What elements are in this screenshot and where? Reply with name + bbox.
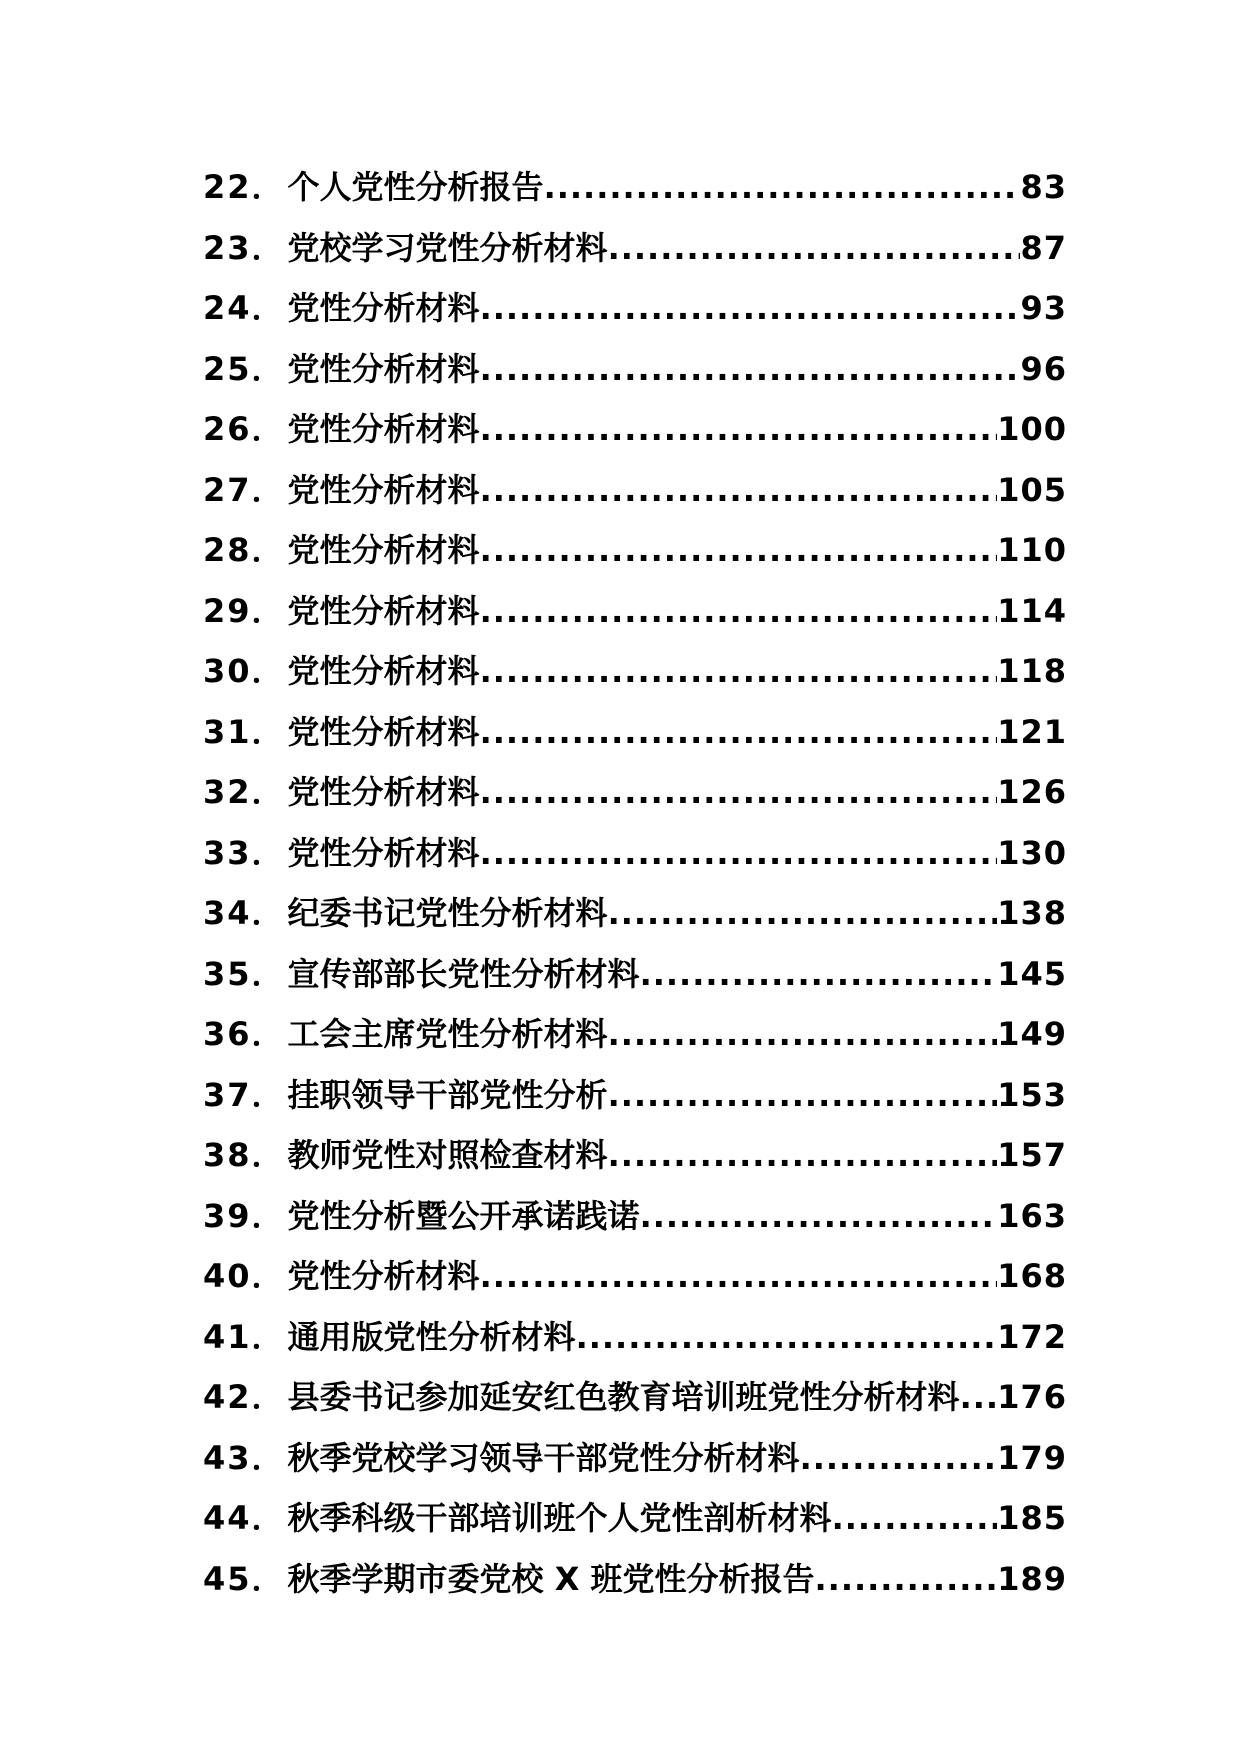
toc-dot-leader	[480, 410, 998, 448]
toc-entry-page-number: 110	[997, 531, 1067, 569]
toc-entry-page-number: 153	[997, 1075, 1067, 1114]
toc-entry[interactable]	[203, 888, 1067, 949]
toc-entry-title: 党性分析材料	[287, 349, 480, 388]
toc-entry-number: 30．	[203, 652, 286, 690]
toc-entry-page-number: 93	[1020, 289, 1067, 327]
toc-dot-leader	[480, 471, 998, 509]
toc-entry-number: 25．	[203, 349, 286, 388]
toc-entry[interactable]	[203, 1554, 1067, 1615]
toc-dot-leader	[480, 713, 998, 751]
toc-entry-page-number: 145	[997, 954, 1067, 993]
toc-entry[interactable]	[203, 1493, 1067, 1554]
toc-entry[interactable]	[203, 1372, 1067, 1433]
toc-entry[interactable]	[203, 1433, 1067, 1494]
toc-entry-page-number: 149	[997, 1015, 1067, 1053]
toc-dot-leader	[608, 894, 998, 932]
toc-entry-page-number: 163	[997, 1196, 1067, 1235]
toc-entry[interactable]	[203, 1312, 1067, 1373]
toc-dot-leader	[576, 1318, 998, 1356]
toc-entry-title: 党性分析材料	[287, 591, 480, 630]
toc-entry-number: 36．	[203, 1015, 286, 1053]
toc-entry[interactable]	[203, 344, 1067, 405]
toc-entry[interactable]	[203, 223, 1067, 284]
toc-entry-title: 秋季学期市委党校 X 班党性分析报告	[287, 1559, 815, 1598]
toc-entry[interactable]	[203, 1130, 1067, 1191]
toc-dot-leader	[480, 773, 998, 811]
toc-entry-page-number: 83	[1020, 168, 1067, 206]
toc-entry-title: 秋季党校学习领导干部党性分析材料	[287, 1438, 800, 1477]
toc-dot-leader	[608, 1015, 998, 1053]
toc-entry-page-number: 138	[997, 894, 1067, 932]
toc-entry[interactable]	[203, 1070, 1067, 1131]
toc-dot-leader	[608, 229, 1021, 267]
toc-entry-number: 23．	[203, 228, 286, 267]
toc-entry-title: 党性分析材料	[287, 712, 480, 751]
toc-entry-page-number: 118	[997, 652, 1067, 690]
toc-entry-title: 党性分析材料	[287, 773, 480, 811]
toc-entry-page-number: 157	[997, 1136, 1067, 1174]
toc-entry-title: 宣传部部长党性分析材料	[287, 954, 640, 993]
toc-entry[interactable]	[203, 162, 1067, 223]
toc-entry-title: 通用版党性分析材料	[287, 1317, 576, 1356]
toc-entry[interactable]	[203, 465, 1067, 526]
toc-entry-title: 挂职领导干部党性分析	[287, 1075, 608, 1114]
toc-dot-leader	[960, 1378, 998, 1416]
toc-entry-number: 29．	[203, 591, 286, 630]
toc-entry-title: 党性分析材料	[287, 833, 480, 872]
toc-entry[interactable]	[203, 1191, 1067, 1252]
toc-entry-number: 32．	[203, 773, 286, 811]
toc-entry-page-number: 121	[997, 712, 1067, 751]
toc-dot-leader	[640, 955, 998, 993]
toc-entry-title: 党校学习党性分析材料	[287, 228, 608, 267]
toc-entry[interactable]	[203, 767, 1067, 828]
toc-entry-page-number: 96	[1020, 349, 1067, 388]
toc-entry-page-number: 87	[1020, 228, 1067, 267]
toc-entry-page-number: 185	[997, 1499, 1067, 1537]
toc-dot-leader	[480, 289, 1021, 327]
toc-entry[interactable]	[203, 1009, 1067, 1070]
toc-dot-leader	[640, 1197, 998, 1235]
toc-entry-number: 42．	[203, 1378, 286, 1416]
toc-entry[interactable]	[203, 949, 1067, 1010]
toc-entry-page-number: 100	[997, 410, 1067, 448]
toc-entry-page-number: 168	[997, 1257, 1067, 1295]
toc-entry-title: 党性分析暨公开承诺践诺	[287, 1196, 640, 1235]
toc-dot-leader	[480, 1257, 998, 1295]
toc-entry-number: 45．	[203, 1559, 286, 1598]
toc-entry[interactable]	[203, 1251, 1067, 1312]
toc-dot-leader	[480, 834, 998, 872]
toc-entry-number: 28．	[203, 531, 286, 569]
toc-entry-number: 43．	[203, 1438, 286, 1477]
toc-entry-number: 35．	[203, 954, 286, 993]
toc-dot-leader	[480, 531, 998, 569]
toc-entry-page-number: 130	[997, 833, 1067, 872]
toc-entry-title: 党性分析材料	[287, 1257, 480, 1295]
toc-entry[interactable]	[203, 586, 1067, 647]
toc-entry-title: 个人党性分析报告	[287, 168, 544, 206]
toc-entry-number: 38．	[203, 1136, 286, 1174]
toc-entry-title: 秋季科级干部培训班个人党性剖析材料	[287, 1499, 832, 1537]
toc-entry-number: 37．	[203, 1075, 286, 1114]
toc-entry[interactable]	[203, 646, 1067, 707]
toc-entry[interactable]	[203, 707, 1067, 768]
toc-entry-title: 党性分析材料	[287, 531, 480, 569]
toc-entry-title: 党性分析材料	[287, 470, 480, 509]
toc-entry-page-number: 126	[997, 773, 1067, 811]
toc-entry-page-number: 179	[997, 1438, 1067, 1477]
toc-entry-title: 党性分析材料	[287, 652, 480, 690]
toc-entry-page-number: 172	[997, 1317, 1067, 1356]
toc-entry[interactable]	[203, 404, 1067, 465]
toc-entry-title: 工会主席党性分析材料	[287, 1015, 608, 1053]
toc-entry[interactable]	[203, 828, 1067, 889]
toc-dot-leader	[800, 1439, 998, 1477]
toc-dot-leader	[608, 1076, 998, 1114]
toc-entry-title: 县委书记参加延安红色教育培训班党性分析材料	[287, 1378, 960, 1416]
toc-dot-leader	[832, 1499, 998, 1537]
toc-entry-number: 24．	[203, 289, 286, 327]
toc-dot-leader	[815, 1560, 998, 1598]
toc-entry-number: 27．	[203, 470, 286, 509]
toc-dot-leader	[480, 592, 998, 630]
toc-dot-leader	[480, 350, 1021, 388]
toc-entry-number: 26．	[203, 410, 286, 448]
toc-entry-number: 34．	[203, 894, 286, 932]
toc-entry-number: 31．	[203, 712, 286, 751]
toc-entry-title: 党性分析材料	[287, 410, 480, 448]
toc-entry-title: 教师党性对照检查材料	[287, 1136, 608, 1174]
toc-entry-number: 22．	[203, 168, 286, 206]
toc-entry-number: 40．	[203, 1257, 286, 1295]
toc-entry[interactable]	[203, 283, 1067, 344]
table-of-contents	[203, 162, 1067, 1614]
toc-entry-number: 41．	[203, 1317, 286, 1356]
toc-entry[interactable]	[203, 525, 1067, 586]
toc-dot-leader	[608, 1136, 998, 1174]
toc-entry-number: 33．	[203, 833, 286, 872]
toc-entry-number: 39．	[203, 1196, 286, 1235]
toc-dot-leader	[480, 652, 998, 690]
toc-dot-leader	[544, 168, 1021, 206]
toc-entry-page-number: 114	[997, 591, 1067, 630]
toc-entry-page-number: 176	[997, 1378, 1067, 1416]
toc-entry-title: 党性分析材料	[287, 289, 480, 327]
toc-entry-page-number: 105	[997, 470, 1067, 509]
toc-entry-page-number: 189	[997, 1559, 1067, 1598]
toc-entry-title: 纪委书记党性分析材料	[287, 894, 608, 932]
toc-entry-number: 44．	[203, 1499, 286, 1537]
